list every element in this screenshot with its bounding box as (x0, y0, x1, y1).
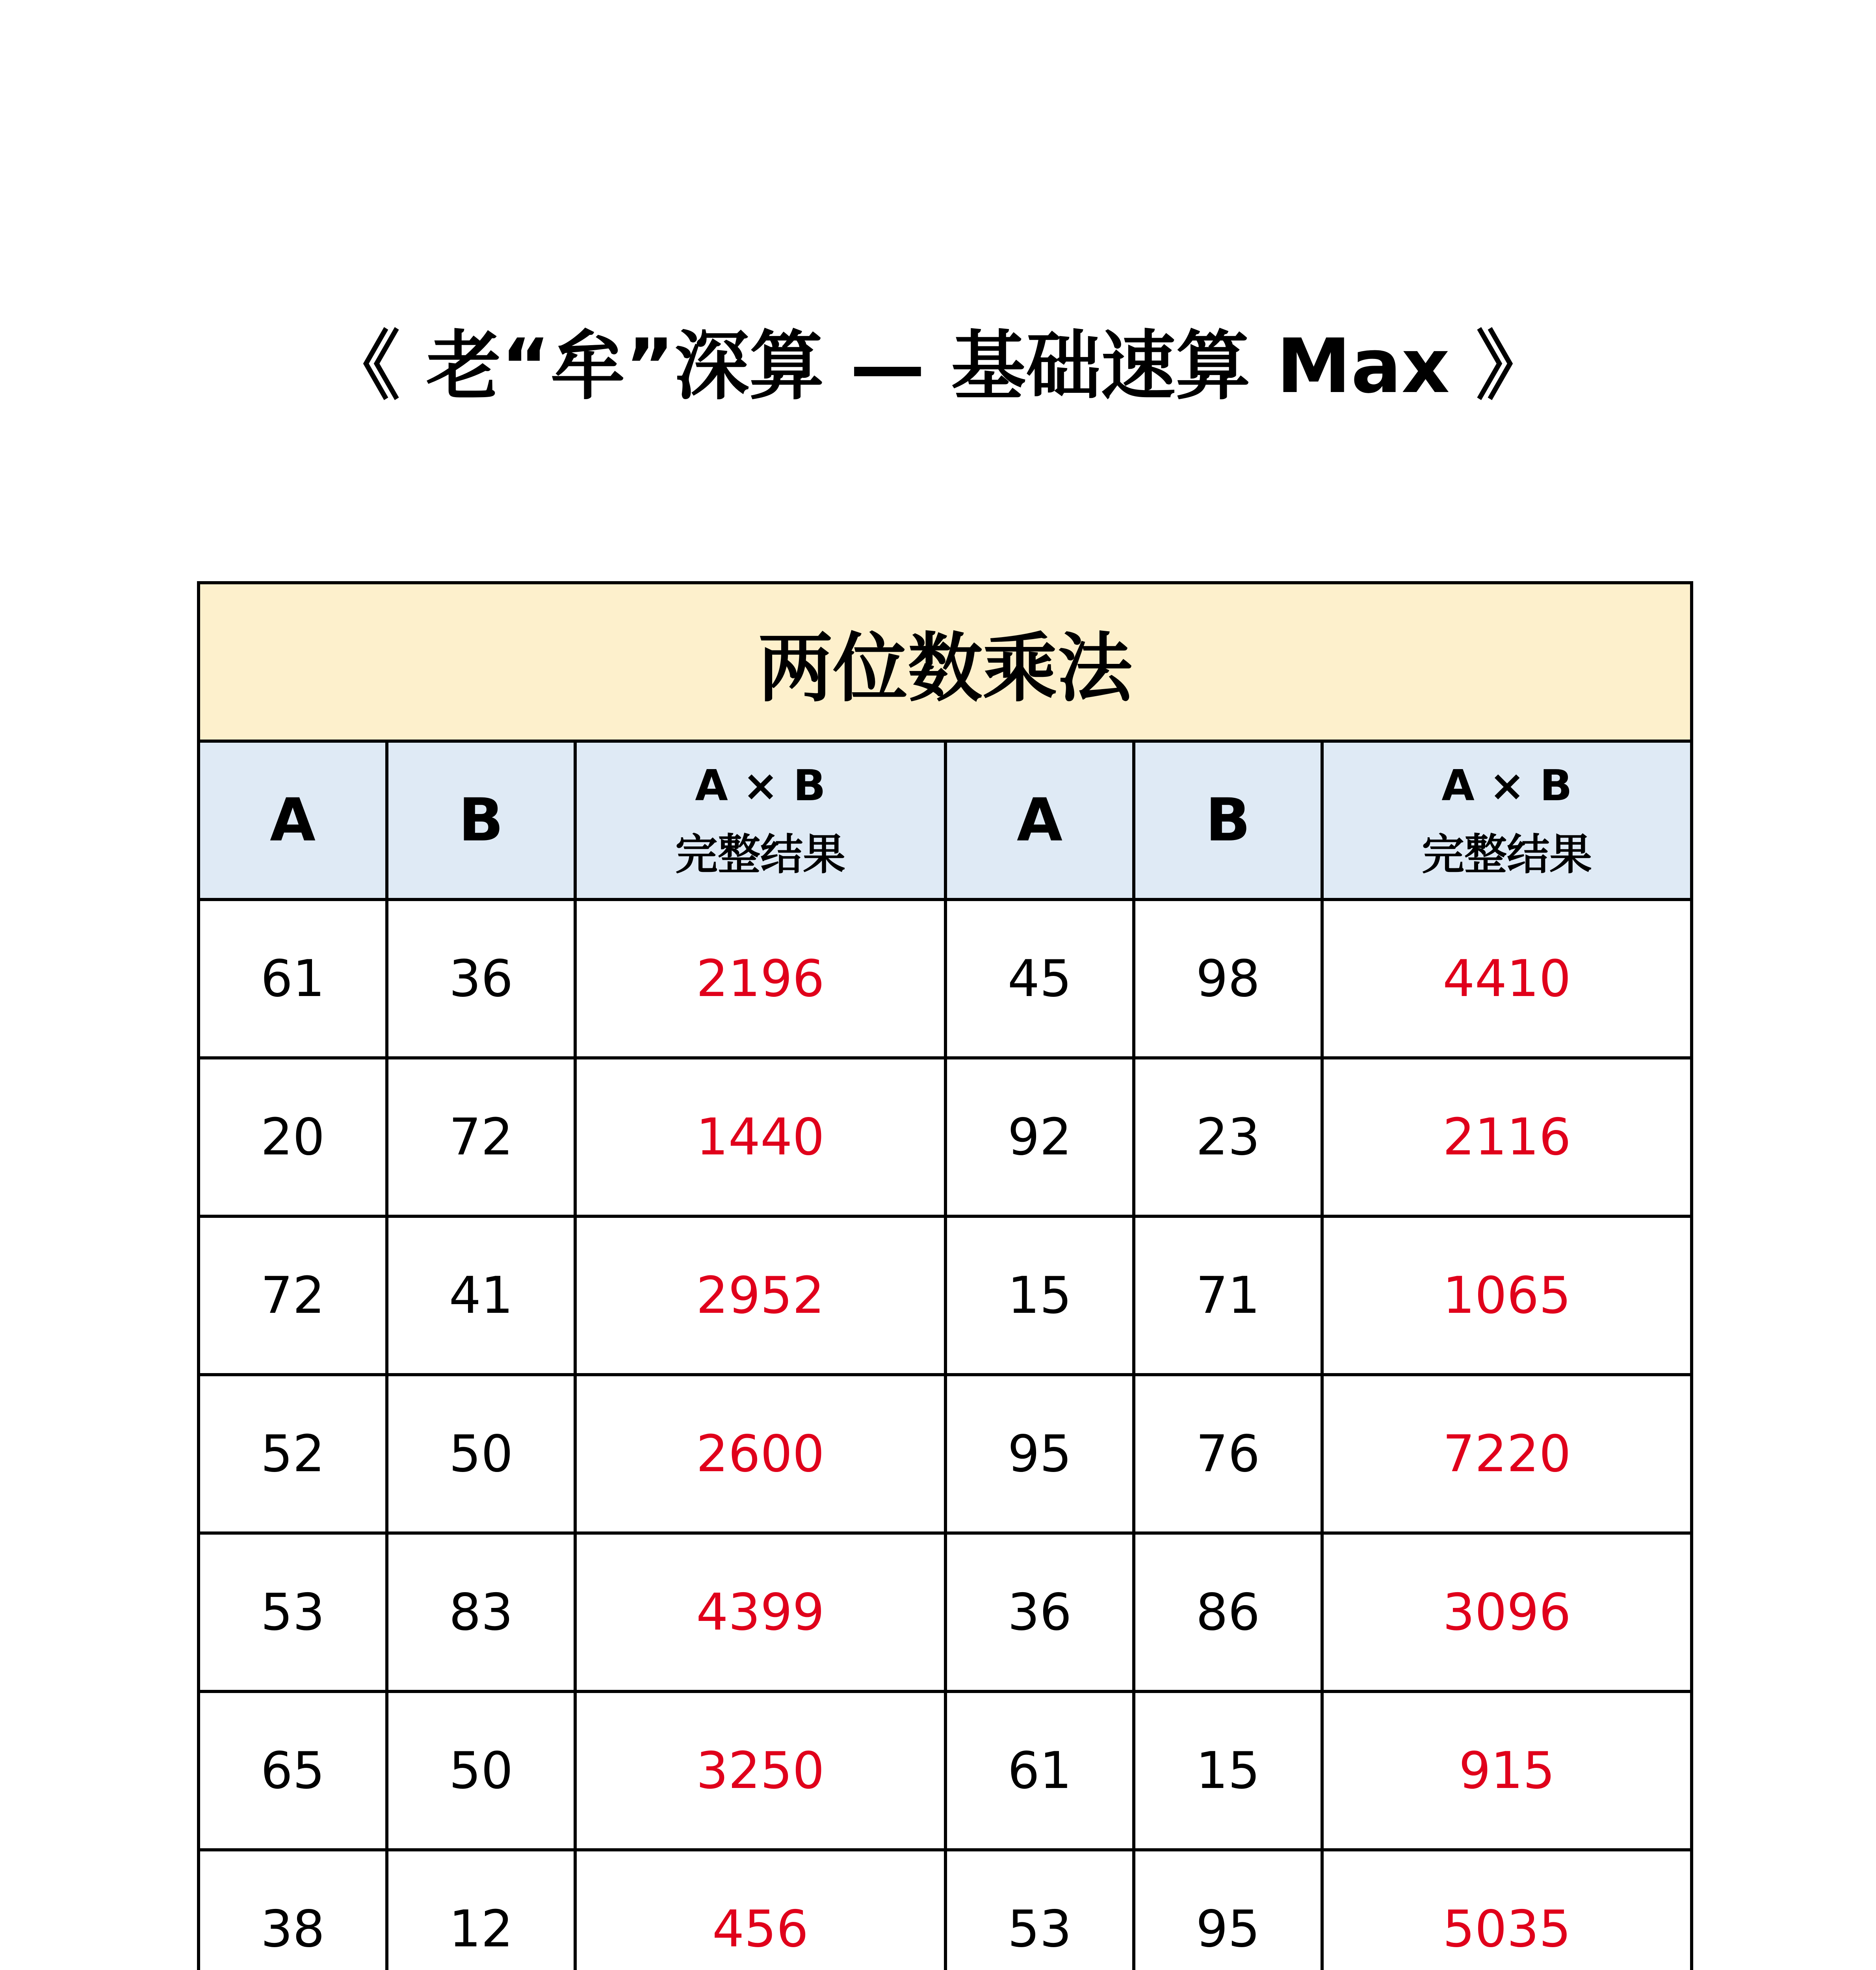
table-row (199, 1216, 1692, 1375)
cell-b-left: 12 (387, 1850, 575, 1970)
table-row (199, 1691, 1692, 1850)
cell-result-left: 2600 (575, 1375, 945, 1533)
cell-b-left: 72 (387, 1058, 575, 1216)
cell-a-right: 53 (945, 1850, 1134, 1970)
cell-a-left: 20 (199, 1058, 387, 1216)
cell-result-left: 456 (575, 1850, 945, 1970)
header-row (199, 741, 1692, 900)
cell-b-left: 50 (387, 1691, 575, 1850)
cell-a-right: 45 (945, 900, 1134, 1058)
cell-result-left: 1440 (575, 1058, 945, 1216)
table-banner: 两位数乘法 (199, 583, 1692, 741)
cell-b-right: 15 (1134, 1691, 1322, 1850)
cell-a-left: 61 (199, 900, 387, 1058)
cell-b-right: 86 (1134, 1533, 1322, 1691)
table-row (199, 1533, 1692, 1691)
cell-a-right: 36 (945, 1533, 1134, 1691)
table-row (199, 900, 1692, 1058)
header-product-line1: A × B (1441, 761, 1572, 810)
cell-a-right: 92 (945, 1058, 1134, 1216)
cell-result-right: 915 (1322, 1691, 1692, 1850)
cell-result-left: 2196 (575, 900, 945, 1058)
header-product-left (575, 741, 945, 900)
header-b-left: B (387, 741, 575, 900)
cell-b-right: 95 (1134, 1850, 1322, 1970)
cell-a-left: 52 (199, 1375, 387, 1533)
cell-result-left: 2952 (575, 1216, 945, 1375)
table-row (199, 1850, 1692, 1970)
cell-result-left: 3250 (575, 1691, 945, 1850)
cell-b-right: 71 (1134, 1216, 1322, 1375)
cell-a-left: 38 (199, 1850, 387, 1970)
cell-b-right: 23 (1134, 1058, 1322, 1216)
table-row (199, 1375, 1692, 1533)
cell-b-left: 50 (387, 1375, 575, 1533)
cell-b-left: 36 (387, 900, 575, 1058)
cell-b-right: 76 (1134, 1375, 1322, 1533)
cell-result-left: 4399 (575, 1533, 945, 1691)
cell-b-right: 98 (1134, 900, 1322, 1058)
cell-result-right: 2116 (1322, 1058, 1692, 1216)
cell-a-right: 15 (945, 1216, 1134, 1375)
page-title: 《 老“牟”深算 — 基础速算 Max 》 (325, 323, 1551, 410)
cell-result-right: 3096 (1322, 1533, 1692, 1691)
header-product-right (1322, 741, 1692, 900)
cell-b-left: 41 (387, 1216, 575, 1375)
cell-a-right: 95 (945, 1375, 1134, 1533)
cell-b-left: 83 (387, 1533, 575, 1691)
header-a-left: A (199, 741, 387, 900)
multiplication-table (197, 581, 1693, 1970)
cell-a-right: 61 (945, 1691, 1134, 1850)
cell-a-left: 65 (199, 1691, 387, 1850)
cell-a-left: 53 (199, 1533, 387, 1691)
cell-result-right: 5035 (1322, 1850, 1692, 1970)
cell-result-right: 4410 (1322, 900, 1692, 1058)
header-a-right: A (945, 741, 1134, 900)
header-b-right: B (1134, 741, 1322, 900)
header-product-line2: 完整结果 (675, 830, 845, 879)
cell-result-right: 7220 (1322, 1375, 1692, 1533)
header-product-line2: 完整结果 (1422, 830, 1592, 879)
cell-a-left: 72 (199, 1216, 387, 1375)
header-product-line1: A × B (695, 761, 826, 810)
cell-result-right: 1065 (1322, 1216, 1692, 1375)
table-row (199, 1058, 1692, 1216)
banner-row (199, 583, 1692, 741)
